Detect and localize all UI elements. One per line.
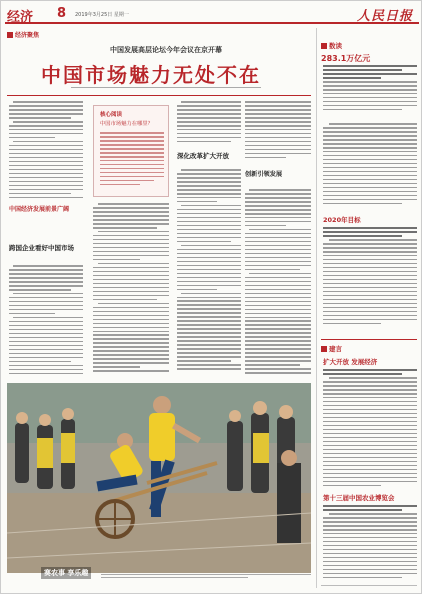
right-section-1-figure: 283.1万亿元 [321,54,371,63]
subtitle-left: 跨国企业看好中国市场 [9,244,74,252]
right-section-3-head: 建言 [321,344,342,353]
photo-illustration [7,383,311,573]
issue-date: 2019年3月25日 星期一 [75,12,129,18]
right-section-4-title: 第十三届中国农业博览会 [323,494,395,502]
article-column-3b [177,169,241,377]
subtitle-mid: 深化改革扩大开放 [177,152,229,160]
article-subhead: 中国发展高层论坛今年会议在京开幕 [110,45,222,54]
page-footer [321,585,417,588]
article-kicker: 经济聚焦 [7,30,39,39]
section-name: 经济 [7,10,34,25]
core-reading-title: 核心阅读 [100,112,123,118]
right-section-3-title: 扩大开放 发展经济 [323,358,378,366]
news-photo [7,383,311,573]
right-section-1b-text [323,123,417,211]
article-byline [71,87,261,91]
photo-caption [101,574,311,580]
article-headline: 中国市场魅力无处不在 [41,63,261,87]
right-divider-1 [321,339,417,340]
article-column-4a [245,101,311,167]
right-section-2-text [323,227,417,335]
masthead [5,4,419,24]
article-column-1b [9,265,83,377]
right-section-3-text [323,369,417,487]
pullquote-left: 中国经济发展前景广阔 [9,206,70,213]
right-section-1-text [323,65,417,121]
headline-divider [7,95,311,96]
subtitle-mid2: 创新引领发展 [245,171,283,178]
core-reading-body: 中国市场魅力在哪里？ [100,121,153,127]
page-number: 8 [57,6,67,21]
photo-title: 赛农事 享乐趣 [41,567,91,579]
article-column-4b [245,189,311,377]
byline-text [71,87,261,88]
right-section-4-text [323,505,417,583]
right-column-divider [316,28,317,588]
article-column-2 [93,203,169,377]
core-reading-lines [100,132,164,194]
right-section-2-head: 2020年目标 [323,216,361,224]
core-reading-box [93,105,169,197]
newspaper-logo: 人民日报 [356,9,413,24]
article-column-3a [177,101,241,149]
article-column-1 [9,101,83,201]
right-section-1-head: 数读 [321,41,342,50]
